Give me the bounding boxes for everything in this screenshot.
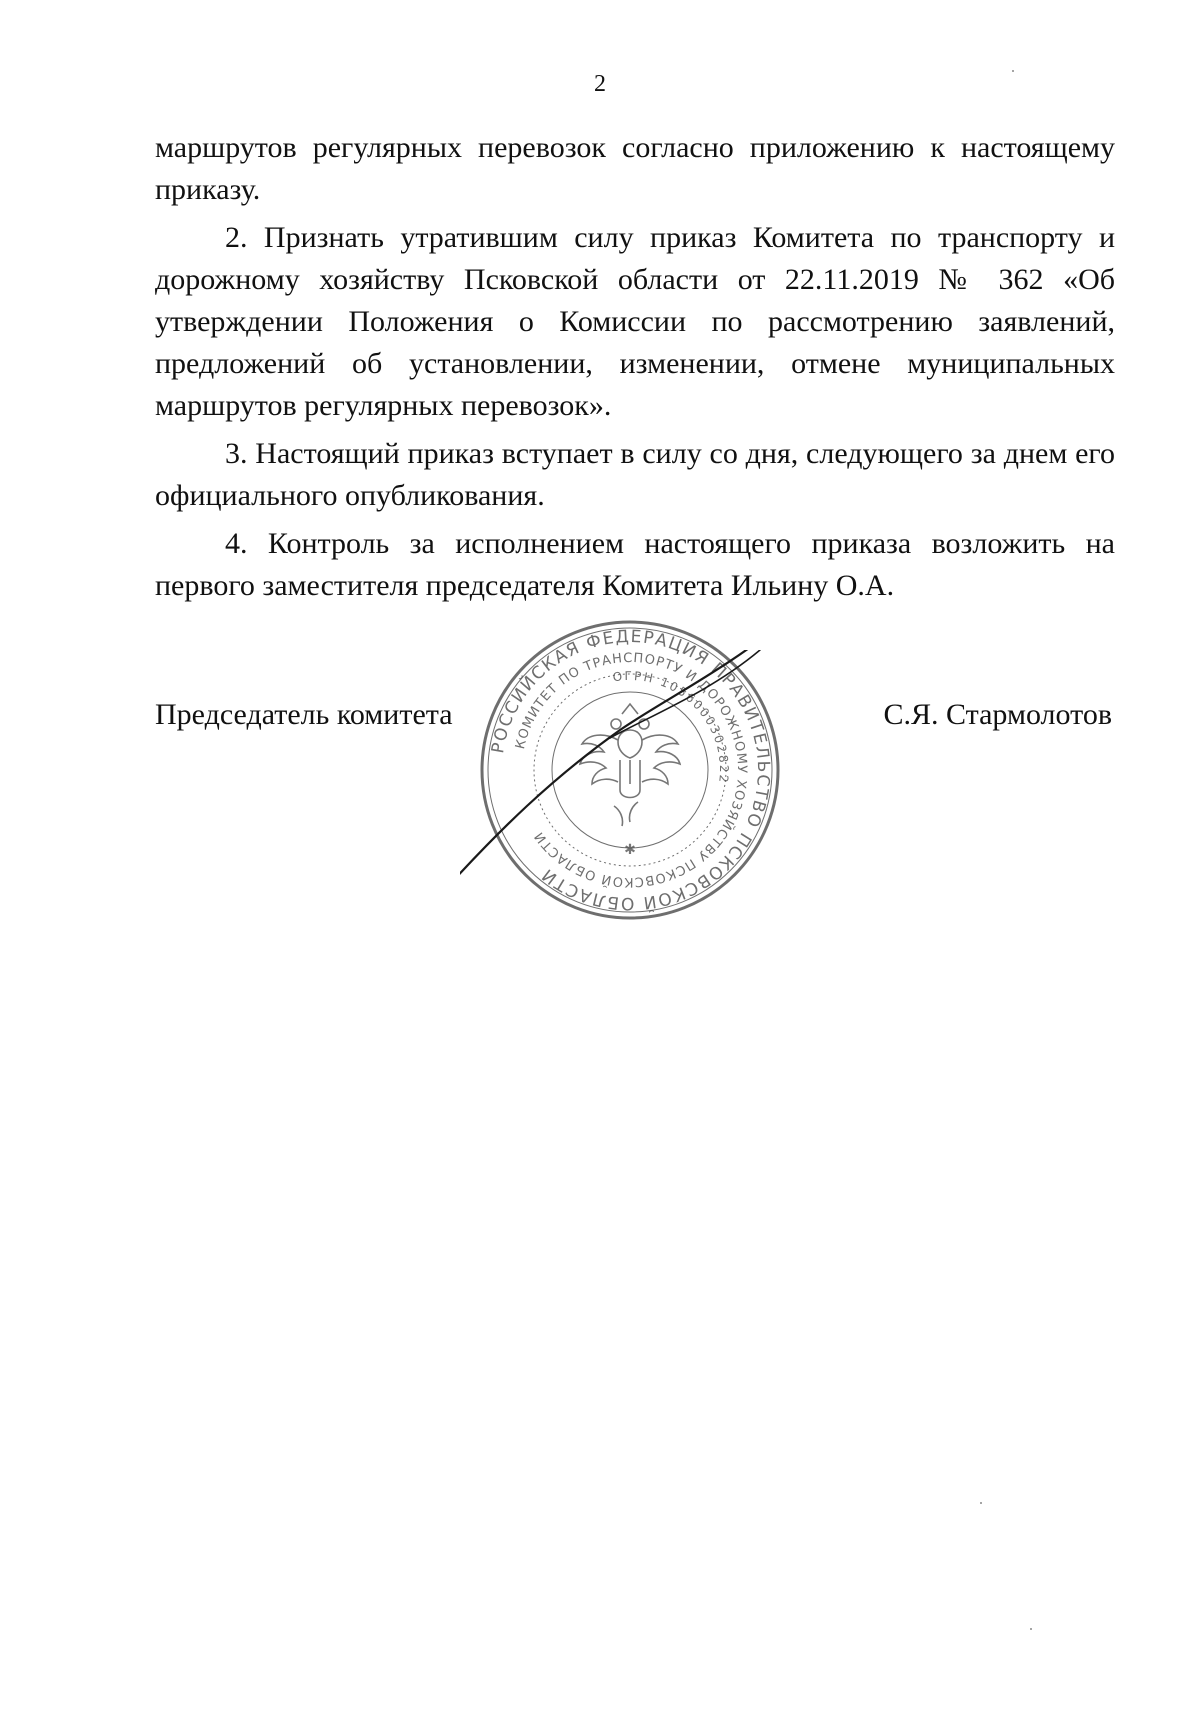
stamp-star-icon: ✱ bbox=[624, 843, 636, 858]
stamp-middle-text: КОМИТЕТ ПО ТРАНСПОРТУ И ДОРОЖНОМУ ХОЗЯЙСТВУ ПСКОВСКОЙ ОБЛАСТИ bbox=[513, 650, 750, 890]
scan-speck bbox=[980, 1502, 982, 1504]
paragraph-3: 3. Настоящий приказ вступает в силу со дня, следующего за днем его официального опубликования. bbox=[155, 437, 1115, 512]
paragraph-1-line-2: приказу. bbox=[155, 173, 261, 206]
paragraph-4: 4. Контроль за исполнением настоящего приказа возложить на первого заместителя председателя Комитета Ильину О.А. bbox=[155, 527, 1115, 602]
signatory-name: С.Я. Стармолотов bbox=[883, 698, 1112, 731]
paragraph-1-line-1: маршрутов регулярных перевозок согласно приложению к настоящему bbox=[155, 131, 1115, 164]
paragraph-2: 2. Признать утратившим силу приказ Комитета по транспорту и дорожному хозяйству Псковской области от 22.11.2019 № 362 «Об утверждении Положения о Комиссии по рассмотрению заявлений, предложений об установлении, изменении, отмене муниципальных маршрутов регулярных перевозок». bbox=[155, 221, 1115, 422]
document-body bbox=[155, 127, 1115, 607]
stamp-outer-text: РОССИЙСКАЯ ФЕДЕРАЦИЯ ПРАВИТЕЛЬСТВО ПСКОВСКОЙ ОБЛАСТИ bbox=[488, 626, 774, 914]
scan-speck bbox=[1030, 1628, 1032, 1630]
scan-speck bbox=[1012, 70, 1014, 72]
page-number: 2 bbox=[594, 71, 606, 97]
handwritten-signature bbox=[460, 650, 900, 930]
signatory-title: Председатель комитета bbox=[155, 698, 453, 731]
stamp-ogrn-text: ОГРН 1056000302822 bbox=[611, 668, 732, 786]
